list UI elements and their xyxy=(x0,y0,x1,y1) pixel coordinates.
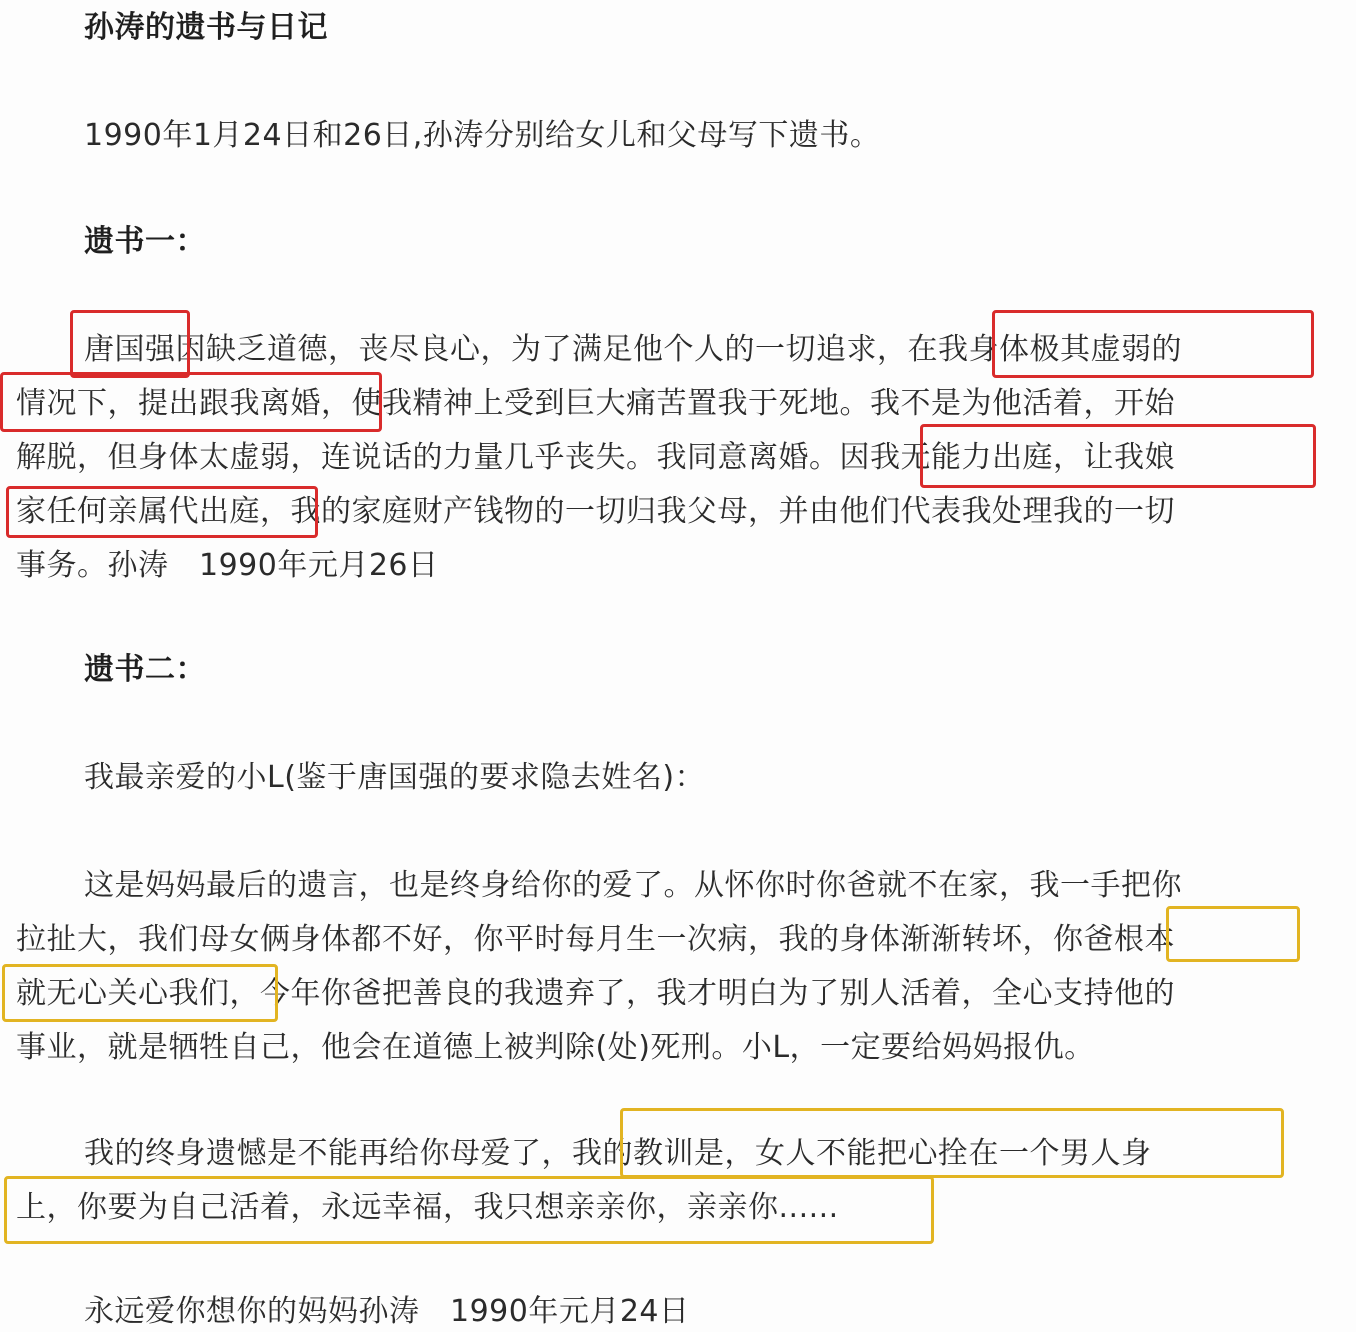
letter2-heading: 遗书二： xyxy=(84,652,206,687)
letter2-salutation: 我最亲爱的小L(鉴于唐国强的要求隐去姓名)： xyxy=(84,760,706,795)
highlight-box-yellow xyxy=(1166,906,1300,962)
letter2-para1-line: 事业，就是牺牲自己，他会在道德上被判除(处)死刑。小L，一定要给妈妈报仇。 xyxy=(16,1030,1095,1065)
letter1-line: 事务。孙涛 1990年元月26日 xyxy=(16,548,439,583)
letter1-line: 唐国强因缺乏道德，丧尽良心，为了满足他个人的一切追求，在我身体极其虚弱的 xyxy=(84,332,1182,367)
intro-text: 1990年1月24日和26日,孙涛分别给女儿和父母写下遗书。 xyxy=(84,118,881,153)
letter1-line: 家任何亲属代出庭，我的家庭财产钱物的一切归我父母，并由他们代表我处理我的一切 xyxy=(16,494,1175,529)
letter2-signature: 永远爱你想你的妈妈孙涛 1990年元月24日 xyxy=(84,1294,690,1329)
letter2-para2-line: 我的终身遗憾是不能再给你母爱了，我的教训是，女人不能把心拴在一个男人身 xyxy=(84,1136,1152,1171)
letter2-para2-line: 上，你要为自己活着，永远幸福，我只想亲亲你，亲亲你...... xyxy=(16,1190,839,1225)
letter2-para1-line: 这是妈妈最后的遗言，也是终身给你的爱了。从怀你时你爸就不在家，我一手把你 xyxy=(84,868,1182,903)
letter1-line: 解脱，但身体太虚弱，连说话的力量几乎丧失。我同意离婚。因我无能力出庭，让我娘 xyxy=(16,440,1175,475)
letter2-para1-line: 拉扯大，我们母女俩身体都不好，你平时每月生一次病，我的身体渐渐转坏，你爸根本 xyxy=(16,922,1175,957)
letter2-para1-line: 就无心关心我们，今年你爸把善良的我遗弃了，我才明白为了别人活着，全心支持他的 xyxy=(16,976,1175,1011)
document-title: 孙涛的遗书与日记 xyxy=(84,10,328,45)
letter1-heading: 遗书一： xyxy=(84,224,206,259)
letter1-line: 情况下，提出跟我离婚，使我精神上受到巨大痛苦置我于死地。我不是为他活着，开始 xyxy=(16,386,1175,421)
